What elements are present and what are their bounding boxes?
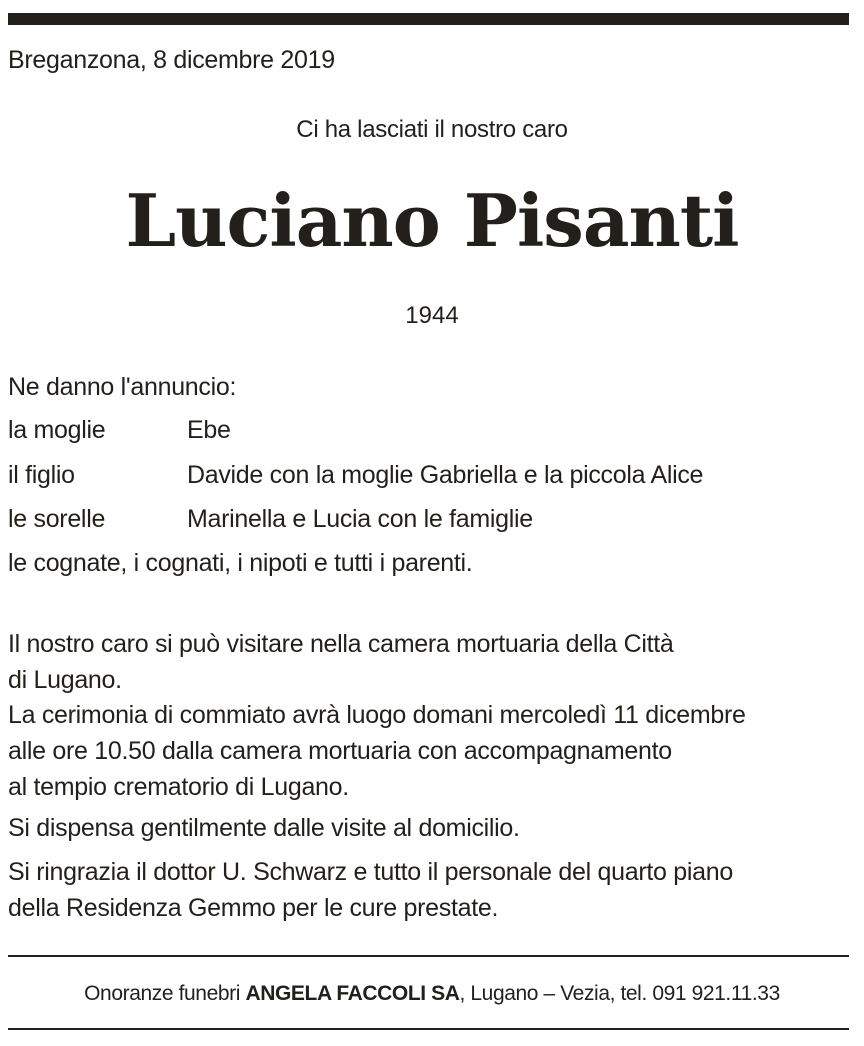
family-row xyxy=(8,413,231,447)
intro-line: Ci ha lasciati il nostro caro xyxy=(296,116,568,143)
announcement-title: Ne danno l'annuncio: xyxy=(8,373,237,401)
visit-line: di Lugano. xyxy=(8,666,122,694)
visit-paragraph xyxy=(8,626,853,698)
ceremony-line: alle ore 10.50 dalla camera mortuaria con accompagnamento xyxy=(8,737,672,765)
visit-line: Il nostro caro si può visitare nella camera mortuaria della Città xyxy=(8,630,674,658)
thanks-paragraph xyxy=(8,854,853,926)
ceremony-line: al tempio crematorio di Lugano. xyxy=(8,773,349,801)
family-row xyxy=(8,502,533,536)
birth-year: 1944 xyxy=(405,302,459,329)
deceased-name: Luciano Pisanti xyxy=(125,178,739,263)
no-visits-paragraph xyxy=(8,810,853,846)
footer-top-rule xyxy=(8,955,849,957)
family-row xyxy=(8,458,703,492)
family-names: Davide con la moglie Gabriella e la piccola Alice xyxy=(187,461,704,489)
thanks-line: Si ringrazia il dottor U. Schwarz e tutto il personale del quarto piano xyxy=(8,858,733,886)
footer-firm-name: ANGELA FACCOLI SA xyxy=(245,982,460,1005)
footer-bottom-rule xyxy=(8,1028,849,1030)
funeral-home-footer xyxy=(0,979,864,1009)
no-visits-line: Si dispensa gentilmente dalle visite al domicilio. xyxy=(8,814,520,842)
ceremony-paragraph xyxy=(8,697,853,805)
family-relation: la moglie xyxy=(8,416,106,444)
thanks-line: della Residenza Gemmo per le cure prestate. xyxy=(8,894,499,922)
family-names: Marinella e Lucia con le famiglie xyxy=(187,505,533,533)
family-relation: le sorelle xyxy=(8,505,106,533)
footer-prefix: Onoranze funebri xyxy=(84,982,240,1005)
family-names: Ebe xyxy=(187,416,231,444)
place-date: Breganzona, 8 dicembre 2019 xyxy=(8,46,335,74)
family-relation: il figlio xyxy=(8,461,75,489)
top-divider-bar xyxy=(8,13,849,25)
footer-suffix: , Lugano – Vezia, tel. 091 921.11.33 xyxy=(459,982,780,1005)
ceremony-line: La cerimonia di commiato avrà luogo domani mercoledì 11 dicembre xyxy=(8,701,746,729)
other-relatives: le cognate, i cognati, i nipoti e tutti i parenti. xyxy=(8,549,473,577)
